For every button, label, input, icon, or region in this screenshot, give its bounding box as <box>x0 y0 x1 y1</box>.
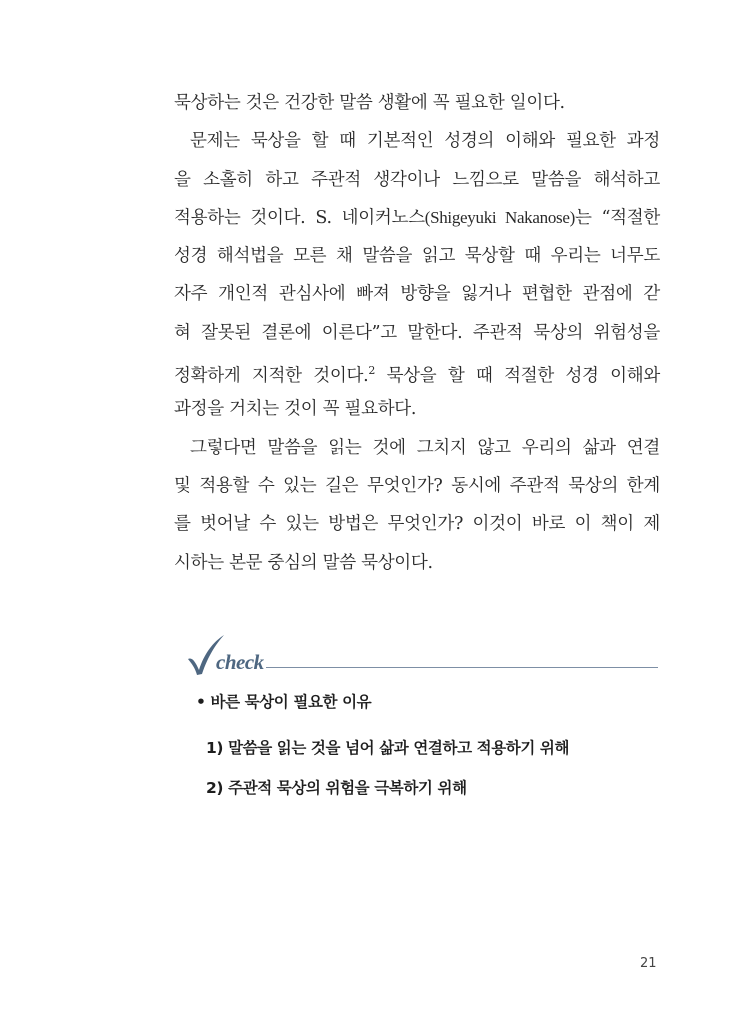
body-line: 묵상하는 것은 건강한 말씀 생활에 꼭 필요한 일이다. <box>174 93 565 113</box>
check-label: check <box>216 650 264 674</box>
body-line: 시하는 본문 중심의 말씀 묵상이다. <box>174 552 433 573</box>
body-line: 및 적용할 수 있는 길은 무엇인가? 동시에 주관적 묵상의 한계 <box>174 475 660 496</box>
body-line <box>174 122 660 160</box>
body-line: 를 벗어날 수 있는 방법은 무엇인가? 이것이 바로 이 책이 제 <box>174 514 660 535</box>
check-divider <box>266 667 658 668</box>
bullet-icon: • <box>196 693 206 711</box>
body-line: 자주 개인적 관심사에 빠져 방향을 잃거나 편협한 관점에 갇 <box>174 284 660 305</box>
body-line: 을 소홀히 하고 주관적 생각이나 느낌으로 말씀을 해석하고 <box>174 169 660 190</box>
quote-open: 는 “적절한 <box>574 207 660 228</box>
body-line-text: 정확하게 지적한 것이다. <box>174 366 369 387</box>
body-text <box>174 84 660 582</box>
check-header <box>186 634 658 682</box>
body-line-text: 적용하는 것이다. <box>174 207 306 228</box>
body-line-text: 그렇다면 말씀을 읽는 것에 그치지 않고 우리의 삶과 연결 <box>190 437 660 458</box>
body-line-text: 묵상을 할 때 적절한 성경 이해와 <box>386 366 660 387</box>
body-line: 과정을 거치는 것이 꼭 필요하다. <box>174 399 417 420</box>
check-item: 2) 주관적 묵상의 위험을 극복하기 위해 <box>206 779 467 797</box>
page-number: 21 <box>640 956 657 971</box>
body-line: 혀 잘못된 결론에 이른다”고 말한다. 주관적 묵상의 위험성을 <box>174 322 660 343</box>
body-line <box>174 352 660 390</box>
body-line-text: 문제는 묵상을 할 때 기본적인 성경의 이해와 필요한 과정 <box>190 131 660 152</box>
body-line <box>174 199 660 237</box>
check-title-text: 바른 묵상이 필요한 이유 <box>210 693 372 711</box>
body-line: 성경 해석법을 모른 채 말씀을 읽고 묵상할 때 우리는 너무도 <box>174 246 660 267</box>
author-name-roman: (Shigeyuki Nakanose) <box>424 207 575 227</box>
check-title <box>196 690 371 712</box>
author-name: S. 네이커노스 <box>315 207 425 228</box>
body-line <box>174 429 660 467</box>
check-item: 1) 말씀을 읽는 것을 넘어 삶과 연결하고 적용하기 위해 <box>206 739 570 757</box>
footnote-ref[interactable]: 2 <box>368 364 376 378</box>
